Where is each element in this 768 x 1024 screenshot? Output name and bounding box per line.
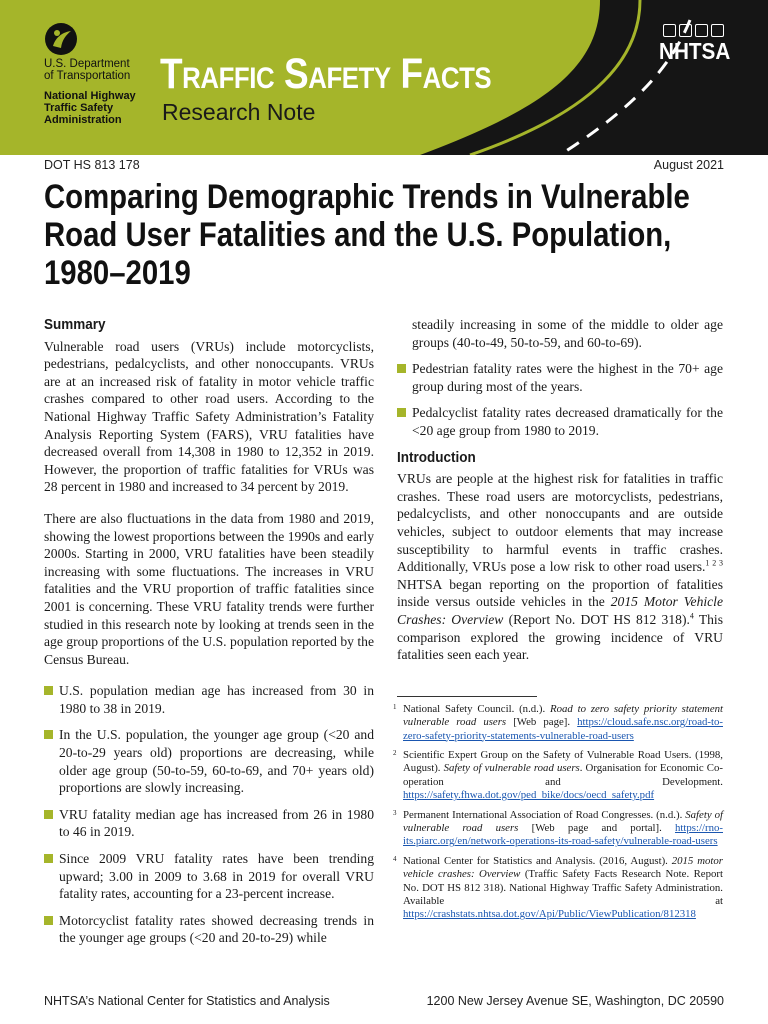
sub-agency-name: National Highway Traffic Safety Administration bbox=[44, 90, 136, 126]
bullet-continuation-list bbox=[397, 316, 723, 351]
introduction-paragraph: VRUs are people at the highest risk for fatalities in traffic crashes. These road users are motorcyclists, pedestrians, pedalcyclists, and other nonoccupants and are outside vehicles, subject to outdoor elements that may increase susceptibility to harmful events in traffic crashes. Additionally, VRUs pose a low risk to other road users.$^{1 2 3}$ NHTSA began reporting on the proportion of fatalities inside versus outside vehicles in the 2015 Motor Vehicle Crashes: Overview (Report No. DOT HS 812 318).$^4$ This comparison explored the growing incidence of VRU fatalities seen each year. bbox=[397, 471, 724, 663]
wheel-icon bbox=[695, 24, 708, 37]
footnote-ref[interactable]: 1 2 3 bbox=[705, 558, 724, 568]
footnote-link[interactable]: https://crashstats.nhtsa.dot.gov/Api/Public/ViewPublication/812318 bbox=[403, 908, 696, 921]
footer-left: NHTSA’s National Center for Statistics and Analysis bbox=[44, 994, 330, 1008]
footnote-link[interactable]: https://rno-its.piarc.org/en/network-operations-its-road-safety/vulnerable-road-users bbox=[403, 821, 723, 848]
right-column bbox=[393, 316, 724, 928]
footnote-1: 1 National Safety Council. (n.d.). Road to zero safety priority statement vulnerable road users [Web page]. https://cloud.safe.nsc.org/road-to-zero-safety-priority-statements-vulnerable-road-users bbox=[393, 702, 724, 742]
series-title: Traffic Safety Facts bbox=[160, 50, 492, 98]
summary-bullet: Since 2009 VRU fatality rates have been trending upward; 3.00 in 2009 to 3.68 in 2019 for overall VRU fatality rates, accounting for a 23-percent increase. bbox=[44, 850, 374, 903]
summary-bullet-list-right bbox=[397, 360, 723, 439]
left-column bbox=[44, 316, 374, 956]
nhtsa-logo: NHTSA bbox=[659, 38, 731, 64]
summary-heading: Summary bbox=[44, 316, 106, 333]
note-icon bbox=[711, 24, 724, 37]
report-date: August 2021 bbox=[653, 158, 724, 172]
summary-bullet: Pedestrian fatality rates were the highest in the 70+ age group during most of the years. bbox=[397, 360, 723, 395]
header-band bbox=[0, 0, 768, 155]
dot-seal-icon bbox=[44, 22, 78, 56]
cited-title: 2015 Motor Vehicle Crashes: Overview bbox=[397, 594, 723, 627]
footnote-divider bbox=[397, 696, 537, 697]
summary-bullet-list bbox=[44, 682, 374, 947]
footnote-4: 4 National Center for Statistics and Analysis. (2016, August). 2015 motor vehicle crashes: Overview (Traffic Safety Facts Research Note. Report No. DOT HS 812 318). National Highway Traffic Safety Administration. Available at https://crashstats.nhtsa.dot.gov/Api/Public/ViewPublication/812318 bbox=[393, 854, 723, 921]
footnote-ref[interactable]: 4 bbox=[689, 611, 694, 621]
agency-block bbox=[44, 58, 136, 126]
footnote-3: 3 Permanent International Association of Road Congresses. (n.d.). Safety of vulnerable road users [Web page and portal]. https://rno-its.piarc.org/en/network-operations-its-road-safety/vulnerable-road-users bbox=[393, 808, 723, 848]
summary-paragraph-1: Vulnerable road users (VRUs) include motorcyclists, pedestrians, pedalcyclists, and other nonoccupants. VRUs are at an increased risk of fatality in motor vehicle traffic crashes compared to other road users. According to the National Highway Traffic Safety Administration’s Fatality Analysis Reporting System (FARS), VRU fatalities have decreased overall from 14,308 in 1980 to 12,352 in 2019. However, the proportion of traffic fatalities for VRUs was 28 percent in 1980 and increased to 34 percent by 2019. bbox=[44, 338, 374, 495]
summary-bullet: Pedalcyclist fatality rates decreased dramatically for the <20 age group from 1980 to 2019. bbox=[397, 404, 723, 439]
footnote-2: 2 Scientific Expert Group on the Safety of Vulnerable Road Users. (1998, August). Safety of vulnerable road users. Organisation for Economic Co-operation and Development. https://safety.fhwa.dot.gov/ped_bike/docs/oecd_safety.pdf bbox=[393, 748, 723, 802]
summary-bullet: VRU fatality median age has increased from 26 in 1980 to 46 in 2019. bbox=[44, 806, 374, 841]
summary-bullet: Motorcyclist fatality rates showed decreasing trends in the younger age groups (<20 and 20-to-29) while bbox=[44, 912, 374, 947]
series-subtitle: Research Note bbox=[162, 99, 316, 125]
summary-bullet: U.S. population median age has increased from 30 in 1980 to 38 in 2019. bbox=[44, 682, 374, 717]
introduction-heading: Introduction bbox=[397, 448, 476, 466]
person-icon bbox=[679, 24, 692, 37]
report-title: Comparing Demographic Trends in Vulnerable Road User Fatalities and the U.S. Population, 1980–2019 bbox=[44, 178, 690, 292]
report-number: DOT HS 813 178 bbox=[44, 158, 140, 172]
footnote-link[interactable]: https://safety.fhwa.dot.gov/ped_bike/docs/oecd_safety.pdf bbox=[403, 789, 655, 802]
summary-bullet: In the U.S. population, the younger age group (<20 and 20-to-29 years old) proportions are decreasing, while older age group (50-to-59, 60-to-69, and 70+ years old) proportions are slowly increasing. bbox=[44, 726, 374, 796]
footer-address: 1200 New Jersey Avenue SE, Washington, DC 20590 bbox=[426, 994, 724, 1008]
agency-name: U.S. Department of Transportation bbox=[44, 58, 131, 82]
car-icon bbox=[663, 24, 676, 37]
summary-bullet-continuation: steadily increasing in some of the middle to older age groups (40-to-49, 50-to-59, and 60-to-69). bbox=[412, 317, 723, 350]
summary-paragraph-2: There are also fluctuations in the data from 1980 and 2019, showing the lowest proportions between the 1990s and early 2000s. Starting in 2000, VRU fatalities have been steadily increasing with some fluctuations. The increases in VRU fatalities and the VRU proportion of traffic fatalities since 2001 is concerning. These VRU fatality trends were further studied in this research note by looking at trends seen in the age group proportions of the U.S. population reported by the Census Bureau. bbox=[44, 510, 374, 667]
footnote-link[interactable]: https://cloud.safe.nsc.org/road-to-zero-safety-priority-statements-vulnerable-road-users bbox=[403, 716, 723, 742]
nhtsa-symbol-icons bbox=[663, 24, 724, 37]
